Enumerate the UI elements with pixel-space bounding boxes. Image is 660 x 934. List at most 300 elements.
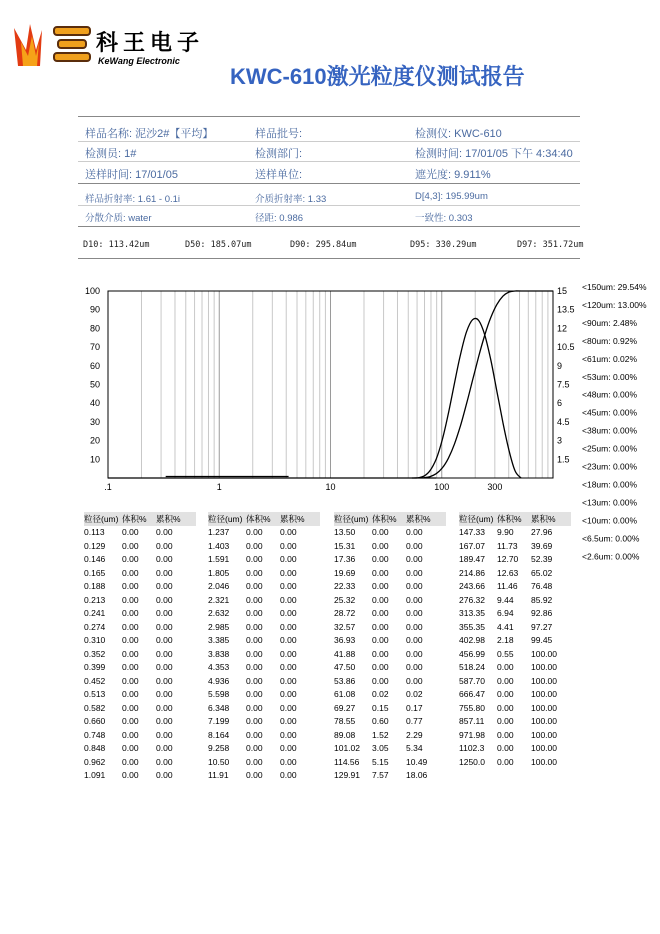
table-row [84,539,196,553]
cumulative-cell: 0.02 [406,689,423,700]
cumulative-cell: 0.00 [406,594,423,605]
table-row [208,553,320,567]
cumulative-cell: 92.86 [531,608,553,619]
size-cell: 587.70 [459,675,485,686]
table-row [334,701,446,715]
size-table-col-2 [208,512,320,782]
size-cell: 755.80 [459,702,485,713]
cumulative-cell: 0.00 [280,662,297,673]
cumulative-cell: 0.00 [156,675,173,686]
volume-cell: 0.00 [246,675,263,686]
table-row [84,580,196,594]
size-cell: 0.188 [84,581,106,592]
table-row [334,539,446,553]
size-cell: 11.91 [208,770,229,781]
cumulative-cell: 0.00 [406,581,423,592]
company-logo [12,18,212,80]
right-axis-tick-label: 6 [557,398,563,409]
table-row [208,755,320,769]
table-row [459,647,571,661]
volume-cell: 0.00 [246,594,263,605]
size-cell: 456.99 [459,648,485,659]
table-row [208,539,320,553]
size-cell: 89.08 [334,729,356,740]
d95-value: D95: 330.29um [410,240,477,250]
size-cell: 243.66 [459,581,485,592]
volume-cell: 12.70 [497,554,519,565]
volume-cell: 0.00 [122,527,139,538]
table-row [84,715,196,729]
volume-cell: 0.02 [372,689,389,700]
volume-cell: 0.60 [372,716,389,727]
table-row [208,701,320,715]
size-cell: 19.69 [334,567,356,578]
volume-cell: 0.00 [246,554,263,565]
volume-cell: 0.00 [372,594,389,605]
table-row [84,769,196,783]
cumulative-cell: 0.00 [280,608,297,619]
size-cell: 0.513 [84,689,106,700]
size-cell: 2.046 [208,581,230,592]
right-axis-tick-label: 1.5 [557,454,570,465]
volume-cell: 4.41 [497,621,514,632]
size-cell: 53.86 [334,675,356,686]
volume-cell: 0.00 [122,716,139,727]
cumulative-cell: 52.39 [531,554,553,565]
size-cell: 8.164 [208,729,230,740]
right-axis-tick-label: 9 [557,360,563,371]
table-row [84,566,196,580]
volume-cell: 0.00 [122,608,139,619]
left-axis-tick-label: 70 [89,342,100,353]
cumulative-cell: 0.17 [406,702,423,713]
table-row [334,526,446,540]
size-cell: 857.11 [459,716,485,727]
table-row [459,539,571,553]
size-table-col-1 [84,512,196,782]
d43: D[4,3]: 195.99um [415,191,488,202]
cumulative-cell: 0.00 [406,608,423,619]
size-cell: 214.86 [459,567,485,578]
volume-cell: 0.00 [246,635,263,646]
left-axis-tick-label: 60 [89,360,100,371]
cumulative-cell: 0.00 [156,527,173,538]
table-row [84,661,196,675]
cumulative-label: <45um: 0.00% [582,407,638,418]
cumulative-cell: 0.00 [280,756,297,767]
cumulative-cell: 0.00 [156,594,173,605]
volume-cell: 0.00 [122,702,139,713]
size-cell: 10.50 [208,756,230,767]
x-axis-tick-label: 1 [216,482,222,492]
volume-cell: 0.00 [372,675,389,686]
volume-cell: 0.00 [497,702,514,713]
size-cell: 4.353 [208,662,230,673]
size-cell: 0.962 [84,756,106,767]
right-axis-tick-label: 4.5 [557,416,570,427]
cumulative-cell: 0.00 [156,702,173,713]
size-cell: 101.02 [334,743,360,754]
table-row [84,553,196,567]
volume-cell: 0.00 [372,540,389,551]
sample-name: 样品名称: 泥沙2#【平均】 [85,128,214,140]
cumulative-cell: 0.00 [280,635,297,646]
cumulative-cell: 0.00 [156,554,173,565]
size-cell: 5.598 [208,689,230,700]
volume-cell: 3.05 [372,743,389,754]
cumulative-label: <2.6um: 0.00% [582,551,640,562]
cumulative-cell: 100.00 [531,716,557,727]
cumulative-cell: 0.00 [156,567,173,578]
table-row [334,580,446,594]
cumulative-cell: 0.00 [156,729,173,740]
size-cell: 1250.0 [459,756,485,767]
cumulative-label: <48um: 0.00% [582,389,638,400]
cumulative-cell: 100.00 [531,689,557,700]
volume-cell: 11.73 [497,540,518,551]
obscuration: 遮光度: 9.911% [415,169,491,181]
cumulative-cell: 39.69 [531,540,553,551]
table-row [334,634,446,648]
cumulative-cell: 0.00 [280,581,297,592]
volume-cell: 0.00 [122,581,139,592]
size-cell: 9.258 [208,743,230,754]
cumulative-cell: 0.00 [406,635,423,646]
table-header-cumulative: 累积% [156,512,196,526]
volume-cell: 0.00 [122,567,139,578]
volume-cell: 0.00 [122,689,139,700]
x-axis-tick-label: 10 [325,482,336,492]
cumulative-cell: 0.77 [406,716,423,727]
cumulative-cell: 0.00 [406,675,423,686]
cumulative-cell: 0.00 [280,594,297,605]
size-cell: 518.24 [459,662,485,673]
size-cell: 167.07 [459,540,485,551]
left-axis-tick-label: 10 [89,454,100,465]
size-cell: 313.35 [459,608,485,619]
d97-value: D97: 351.72um [517,240,584,250]
table-row [334,553,446,567]
test-time: 检测时间: 17/01/05 下午 4:34:40 [415,148,573,160]
table-row [334,620,446,634]
size-cell: 0.274 [84,621,106,632]
table-header-volume: 体积% [122,512,156,526]
volume-cell: 0.00 [122,743,139,754]
size-cell: 971.98 [459,729,485,740]
volume-cell: 0.00 [372,554,389,565]
d90-value: D90: 295.84um [290,240,357,250]
cumulative-cell: 0.00 [156,743,173,754]
volume-cell: 0.00 [497,743,514,754]
table-row [84,755,196,769]
cumulative-cell: 0.00 [406,567,423,578]
cumulative-cell: 0.00 [406,621,423,632]
size-cell: 7.199 [208,716,230,727]
volume-cell: 0.00 [372,621,389,632]
volume-cell: 2.18 [497,635,514,646]
size-cell: 47.50 [334,662,356,673]
size-cell: 32.57 [334,621,356,632]
delivery-unit: 送样单位: [255,169,303,181]
table-header-size: 粒径(um) [459,512,497,526]
table-header-row [334,512,446,526]
sample-batch: 样品批号: [255,128,303,140]
x-axis-tick-label: 100 [434,482,450,492]
table-row [84,593,196,607]
size-cell: 0.129 [84,540,106,551]
sample-refractive-index: 样品折射率: 1.61 - 0.1i [85,194,181,205]
cumulative-label: <25um: 0.00% [582,443,638,454]
cumulative-cell: 85.92 [531,594,553,605]
cumulative-cell: 0.00 [156,689,173,700]
d50-value: D50: 185.07um [185,240,252,250]
volume-cell: 6.94 [497,608,514,619]
table-header-cumulative: 累积% [531,512,571,526]
size-cell: 22.33 [334,581,356,592]
right-axis-tick-label: 7.5 [557,379,570,390]
cumulative-label: <61um: 0.02% [582,353,638,364]
volume-cell: 0.00 [122,621,139,632]
cumulative-label: <80um: 0.92% [582,335,638,346]
size-cell: 17.36 [334,554,356,565]
cumulative-cell: 99.45 [531,635,553,646]
table-row [84,688,196,702]
table-row [334,566,446,580]
volume-cell: 9.90 [497,527,514,538]
size-cell: 1.237 [208,527,230,538]
table-row [334,647,446,661]
table-row [459,755,571,769]
size-cell: 0.848 [84,743,106,754]
cumulative-cell: 0.00 [406,554,423,565]
volume-cell: 1.52 [372,729,389,740]
cumulative-cell: 0.00 [156,581,173,592]
right-axis-tick-label: 15 [557,286,568,296]
volume-cell: 0.00 [372,635,389,646]
volume-cell: 0.00 [246,716,263,727]
cumulative-label: <90um: 2.48% [582,317,638,328]
volume-cell: 0.00 [497,756,514,767]
volume-cell: 0.00 [122,662,139,673]
volume-cell: 0.00 [122,729,139,740]
volume-cell: 0.00 [246,608,263,619]
volume-cell: 0.00 [497,689,514,700]
cumulative-cell: 18.06 [406,770,428,781]
table-header-size: 粒径(um) [208,512,246,526]
cumulative-cell: 10.49 [406,756,428,767]
table-row [334,593,446,607]
size-cell: 3.838 [208,648,230,659]
table-row [208,769,320,783]
span: 径距: 0.986 [255,213,304,224]
table-row [334,755,446,769]
volume-cell: 0.00 [122,770,139,781]
cumulative-cell: 0.00 [156,648,173,659]
volume-cell: 0.00 [372,608,389,619]
cumulative-cell: 76.48 [531,581,553,592]
volume-cell: 0.00 [122,675,139,686]
volume-cell: 0.00 [372,662,389,673]
size-cell: 0.310 [84,635,106,646]
right-axis-tick-label: 12 [557,323,568,334]
size-table-col-4 [459,512,571,769]
size-cell: 0.660 [84,716,106,727]
cumulative-cell: 0.00 [280,716,297,727]
cumulative-cell: 0.00 [280,770,297,781]
size-cell: 0.748 [84,729,106,740]
instrument: 检测仪: KWC-610 [415,128,502,140]
volume-cell: 0.00 [246,743,263,754]
table-header-volume: 体积% [497,512,531,526]
table-row [84,701,196,715]
table-row [84,728,196,742]
volume-cell: 7.57 [372,770,389,781]
cumulative-cell: 0.00 [280,567,297,578]
volume-cell: 0.00 [246,621,263,632]
table-row [459,728,571,742]
table-header-volume: 体积% [372,512,406,526]
table-row [208,674,320,688]
table-row [208,661,320,675]
cumulative-cell: 100.00 [531,729,557,740]
cumulative-cell: 0.00 [280,527,297,538]
size-cell: 0.352 [84,648,106,659]
volume-cell: 0.00 [122,756,139,767]
uniformity: 一致性: 0.303 [415,213,473,224]
table-row [334,715,446,729]
left-axis-tick-label: 80 [89,323,100,334]
cumulative-cell: 0.00 [280,729,297,740]
cumulative-cell: 2.29 [406,729,423,740]
size-cell: 147.33 [459,527,485,538]
table-row [334,742,446,756]
size-cell: 189.47 [459,554,485,565]
size-cell: 6.348 [208,702,230,713]
x-axis-tick-label: 300 [487,482,503,492]
table-header-row [84,512,196,526]
department: 检测部门: [255,148,303,160]
table-row [208,715,320,729]
table-row [208,580,320,594]
delivery-time: 送样时间: 17/01/05 [85,169,178,181]
size-cell: 0.452 [84,675,106,686]
table-row [84,674,196,688]
table-row [334,661,446,675]
volume-cell: 0.55 [497,648,514,659]
table-row [459,688,571,702]
volume-cell: 0.00 [497,716,514,727]
size-cell: 28.72 [334,608,356,619]
volume-cell: 0.00 [246,689,263,700]
volume-cell: 0.15 [372,702,389,713]
size-cell: 2.632 [208,608,230,619]
size-cell: 0.213 [84,594,106,605]
report-title: KWC-610激光粒度仪测试报告 [230,64,525,89]
cumulative-label: <120um: 13.00% [582,299,647,310]
inspector: 检测员: 1# [85,148,137,160]
cumulative-cell: 0.00 [156,621,173,632]
right-axis-tick-label: 3 [557,435,563,446]
cumulative-cell: 0.00 [280,743,297,754]
cumulative-cell: 0.00 [406,662,423,673]
left-axis-tick-label: 30 [89,416,100,427]
table-row [459,742,571,756]
size-cell: 0.582 [84,702,106,713]
table-row [459,634,571,648]
size-cell: 0.165 [84,567,106,578]
table-row [334,728,446,742]
cumulative-cell: 0.00 [280,689,297,700]
volume-cell: 11.46 [497,581,518,592]
cumulative-label: <18um: 0.00% [582,479,638,490]
volume-cell: 0.00 [497,662,514,673]
table-row [84,607,196,621]
size-cell: 15.31 [334,540,356,551]
cumulative-cell: 100.00 [531,662,557,673]
right-axis-tick-label: 13.5 [557,304,575,315]
table-header-row [459,512,571,526]
cumulative-cell: 0.00 [156,635,173,646]
cumulative-cell: 0.00 [280,702,297,713]
table-row [208,728,320,742]
table-row [334,688,446,702]
table-row [334,607,446,621]
cumulative-label: <23um: 0.00% [582,461,638,472]
table-row [208,620,320,634]
volume-cell: 0.00 [122,594,139,605]
cumulative-cell: 0.00 [406,648,423,659]
cumulative-label: <10um: 0.00% [582,515,638,526]
cumulative-cell: 0.00 [280,675,297,686]
cumulative-cell: 0.00 [406,540,423,551]
size-cell: 276.32 [459,594,485,605]
volume-cell: 0.00 [246,648,263,659]
table-row [334,769,446,783]
table-row [208,566,320,580]
cumulative-cell: 0.00 [156,770,173,781]
info-top-line [78,116,580,117]
table-row [459,607,571,621]
table-header-size: 粒径(um) [334,512,372,526]
table-row [459,566,571,580]
volume-cell: 0.00 [246,581,263,592]
size-table-col-3 [334,512,446,782]
table-header-cumulative: 累积% [280,512,320,526]
table-row [459,661,571,675]
size-cell: 41.88 [334,648,356,659]
table-row [334,674,446,688]
volume-cell: 0.00 [246,702,263,713]
volume-cell: 0.00 [246,770,263,781]
size-cell: 69.27 [334,702,356,713]
cumulative-cell: 5.34 [406,743,423,754]
cumulative-cell: 97.27 [531,621,553,632]
volume-cell: 0.00 [372,581,389,592]
volume-cell: 0.00 [497,729,514,740]
logo-flame-icon [12,20,56,70]
table-row [84,634,196,648]
cumulative-cell: 27.96 [531,527,553,538]
size-cell: 0.241 [84,608,106,619]
logo-english-text: KeWang Electronic [98,56,180,66]
volume-cell: 0.00 [246,527,263,538]
table-row [459,593,571,607]
cumulative-label: <53um: 0.00% [582,371,638,382]
table-header-volume: 体积% [246,512,280,526]
x-axis-tick-label: .1 [104,482,112,492]
size-cell: 61.08 [334,689,356,700]
table-row [208,647,320,661]
